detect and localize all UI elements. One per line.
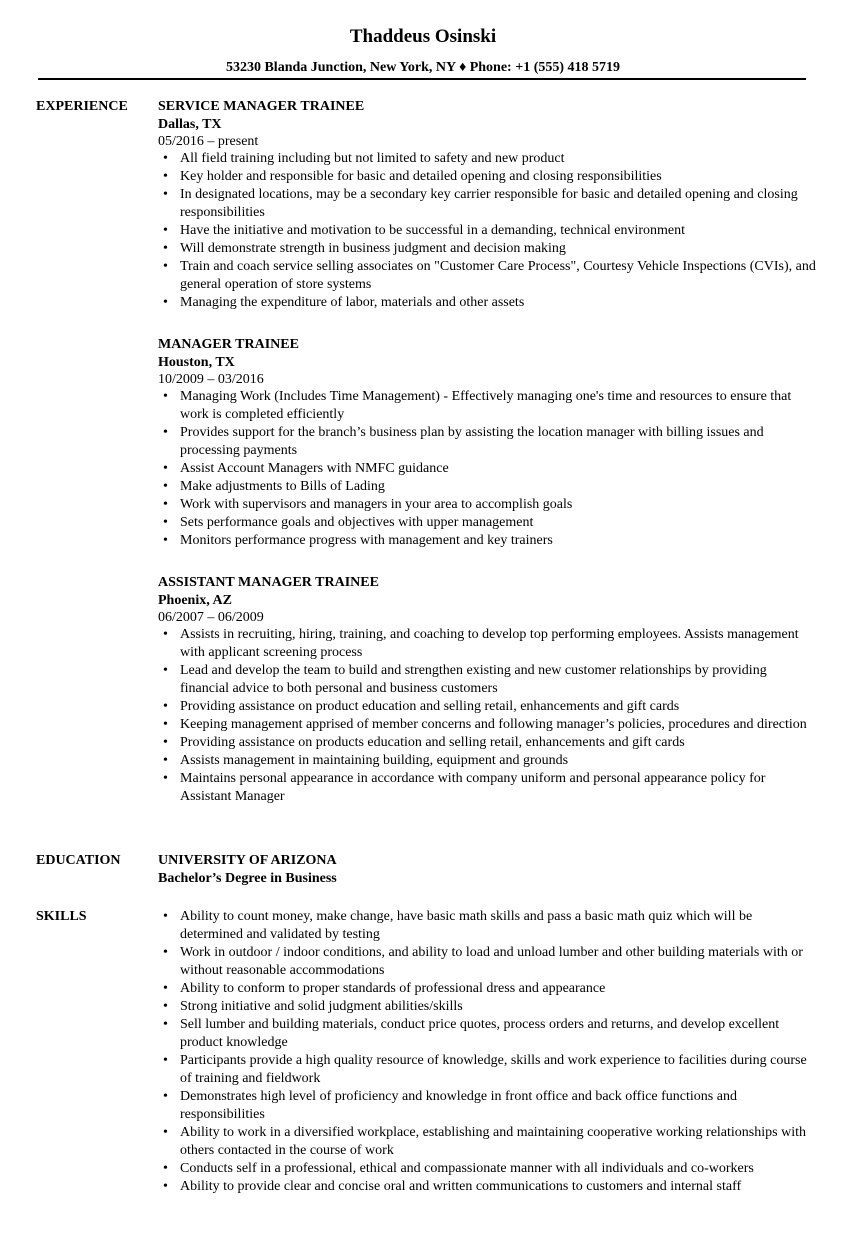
header-divider bbox=[38, 78, 806, 80]
list-item: • Ability to conform to proper standards of professional dress and appearance bbox=[158, 980, 818, 998]
degree-name: Bachelor’s Degree in Business bbox=[158, 871, 337, 886]
job-dates: 10/2009 – 03/2016 bbox=[158, 372, 264, 387]
job-duties-list bbox=[158, 626, 818, 806]
contact-line: 53230 Blanda Junction, New York, NY ♦ Phone: +1 (555) 418 5719 bbox=[225, 60, 621, 75]
experience-section-label: EXPERIENCE bbox=[36, 99, 128, 114]
list-item: • Assists in recruiting, hiring, training, and coaching to develop top performing employees. Assists management with applicant screening process bbox=[158, 626, 818, 662]
job-title: ASSISTANT MANAGER TRAINEE bbox=[158, 575, 379, 590]
education-section-label: EDUCATION bbox=[36, 853, 121, 868]
list-item: • Sell lumber and building materials, conduct price quotes, process orders and returns, and develop excellent product knowledge bbox=[158, 1016, 818, 1052]
list-item: • Maintains personal appearance in accordance with company uniform and personal appearance policy for Assistant Manager bbox=[158, 770, 818, 806]
list-item: • Participants provide a high quality resource of knowledge, skills and work experience to facilities during course of training and fieldwork bbox=[158, 1052, 818, 1088]
skills-list bbox=[158, 908, 818, 1196]
job-location: Dallas, TX bbox=[158, 117, 222, 132]
education-entry bbox=[158, 852, 818, 888]
list-item: • Make adjustments to Bills of Lading bbox=[158, 478, 818, 496]
list-item: • Ability to work in a diversified workplace, establishing and maintaining cooperative working relationships with others contacted in the course of work bbox=[158, 1124, 818, 1160]
list-item: • Providing assistance on products education and selling retail, enhancements and gift cards bbox=[158, 734, 818, 752]
job-entry-3 bbox=[158, 574, 818, 806]
list-item: • Work with supervisors and managers in your area to accomplish goals bbox=[158, 496, 818, 514]
list-item: • Sets performance goals and objectives with upper management bbox=[158, 514, 818, 532]
list-item: • Provides support for the branch’s business plan by assisting the location manager with billing issues and processing payments bbox=[158, 424, 818, 460]
job-location: Houston, TX bbox=[158, 355, 235, 370]
list-item: • Demonstrates high level of proficiency and knowledge in front office and back office functions and responsibilities bbox=[158, 1088, 818, 1124]
job-dates: 06/2007 – 06/2009 bbox=[158, 610, 264, 625]
list-item: • Strong initiative and solid judgment abilities/skills bbox=[158, 998, 818, 1016]
list-item: • Monitors performance progress with management and key trainers bbox=[158, 532, 818, 550]
list-item: • Assist Account Managers with NMFC guidance bbox=[158, 460, 818, 478]
job-duties-list bbox=[158, 388, 818, 550]
school-name: UNIVERSITY OF ARIZONA bbox=[158, 853, 337, 868]
list-item: • Key holder and responsible for basic and detailed opening and closing responsibilities bbox=[158, 168, 818, 186]
candidate-name: Thaddeus Osinski bbox=[349, 26, 497, 47]
list-item: • Will demonstrate strength in business judgment and decision making bbox=[158, 240, 818, 258]
list-item: • In designated locations, may be a secondary key carrier responsible for basic and detailed opening and closing responsibilities bbox=[158, 186, 818, 222]
list-item: • Ability to count money, make change, have basic math skills and pass a basic math quiz which will be determined and validated by testing bbox=[158, 908, 818, 944]
job-entry-1 bbox=[158, 98, 818, 312]
skills-entry bbox=[158, 908, 818, 1196]
list-item: • All field training including but not limited to safety and new product bbox=[158, 150, 818, 168]
list-item: • Providing assistance on product education and selling retail, enhancements and gift cards bbox=[158, 698, 818, 716]
list-item: • Train and coach service selling associates on "Customer Care Process", Courtesy Vehicle Inspections (CVIs), and general operation of store systems bbox=[158, 258, 818, 294]
list-item: • Have the initiative and motivation to be successful in a demanding, technical environment bbox=[158, 222, 818, 240]
job-dates: 05/2016 – present bbox=[158, 134, 259, 149]
list-item: • Ability to provide clear and concise oral and written communications to customers and internal staff bbox=[158, 1178, 818, 1196]
job-location: Phoenix, AZ bbox=[158, 593, 232, 608]
job-entry-2 bbox=[158, 336, 818, 550]
list-item: • Managing Work (Includes Time Management) - Effectively managing one's time and resources to ensure that work is completed efficiently bbox=[158, 388, 818, 424]
job-duties-list bbox=[158, 150, 818, 312]
list-item: • Managing the expenditure of labor, materials and other assets bbox=[158, 294, 818, 312]
list-item: • Conducts self in a professional, ethical and compassionate manner with all individuals and co-workers bbox=[158, 1160, 818, 1178]
list-item: • Assists management in maintaining building, equipment and grounds bbox=[158, 752, 818, 770]
skills-section-label: SKILLS bbox=[36, 909, 87, 924]
list-item: • Keeping management apprised of member concerns and following manager’s policies, procedures and direction bbox=[158, 716, 818, 734]
job-title: MANAGER TRAINEE bbox=[158, 337, 299, 352]
list-item: • Work in outdoor / indoor conditions, and ability to load and unload lumber and other building materials with or without reasonable accommodations bbox=[158, 944, 818, 980]
list-item: • Lead and develop the team to build and strengthen existing and new customer relationships by providing financial advice to both personal and business customers bbox=[158, 662, 818, 698]
job-title: SERVICE MANAGER TRAINEE bbox=[158, 99, 365, 114]
